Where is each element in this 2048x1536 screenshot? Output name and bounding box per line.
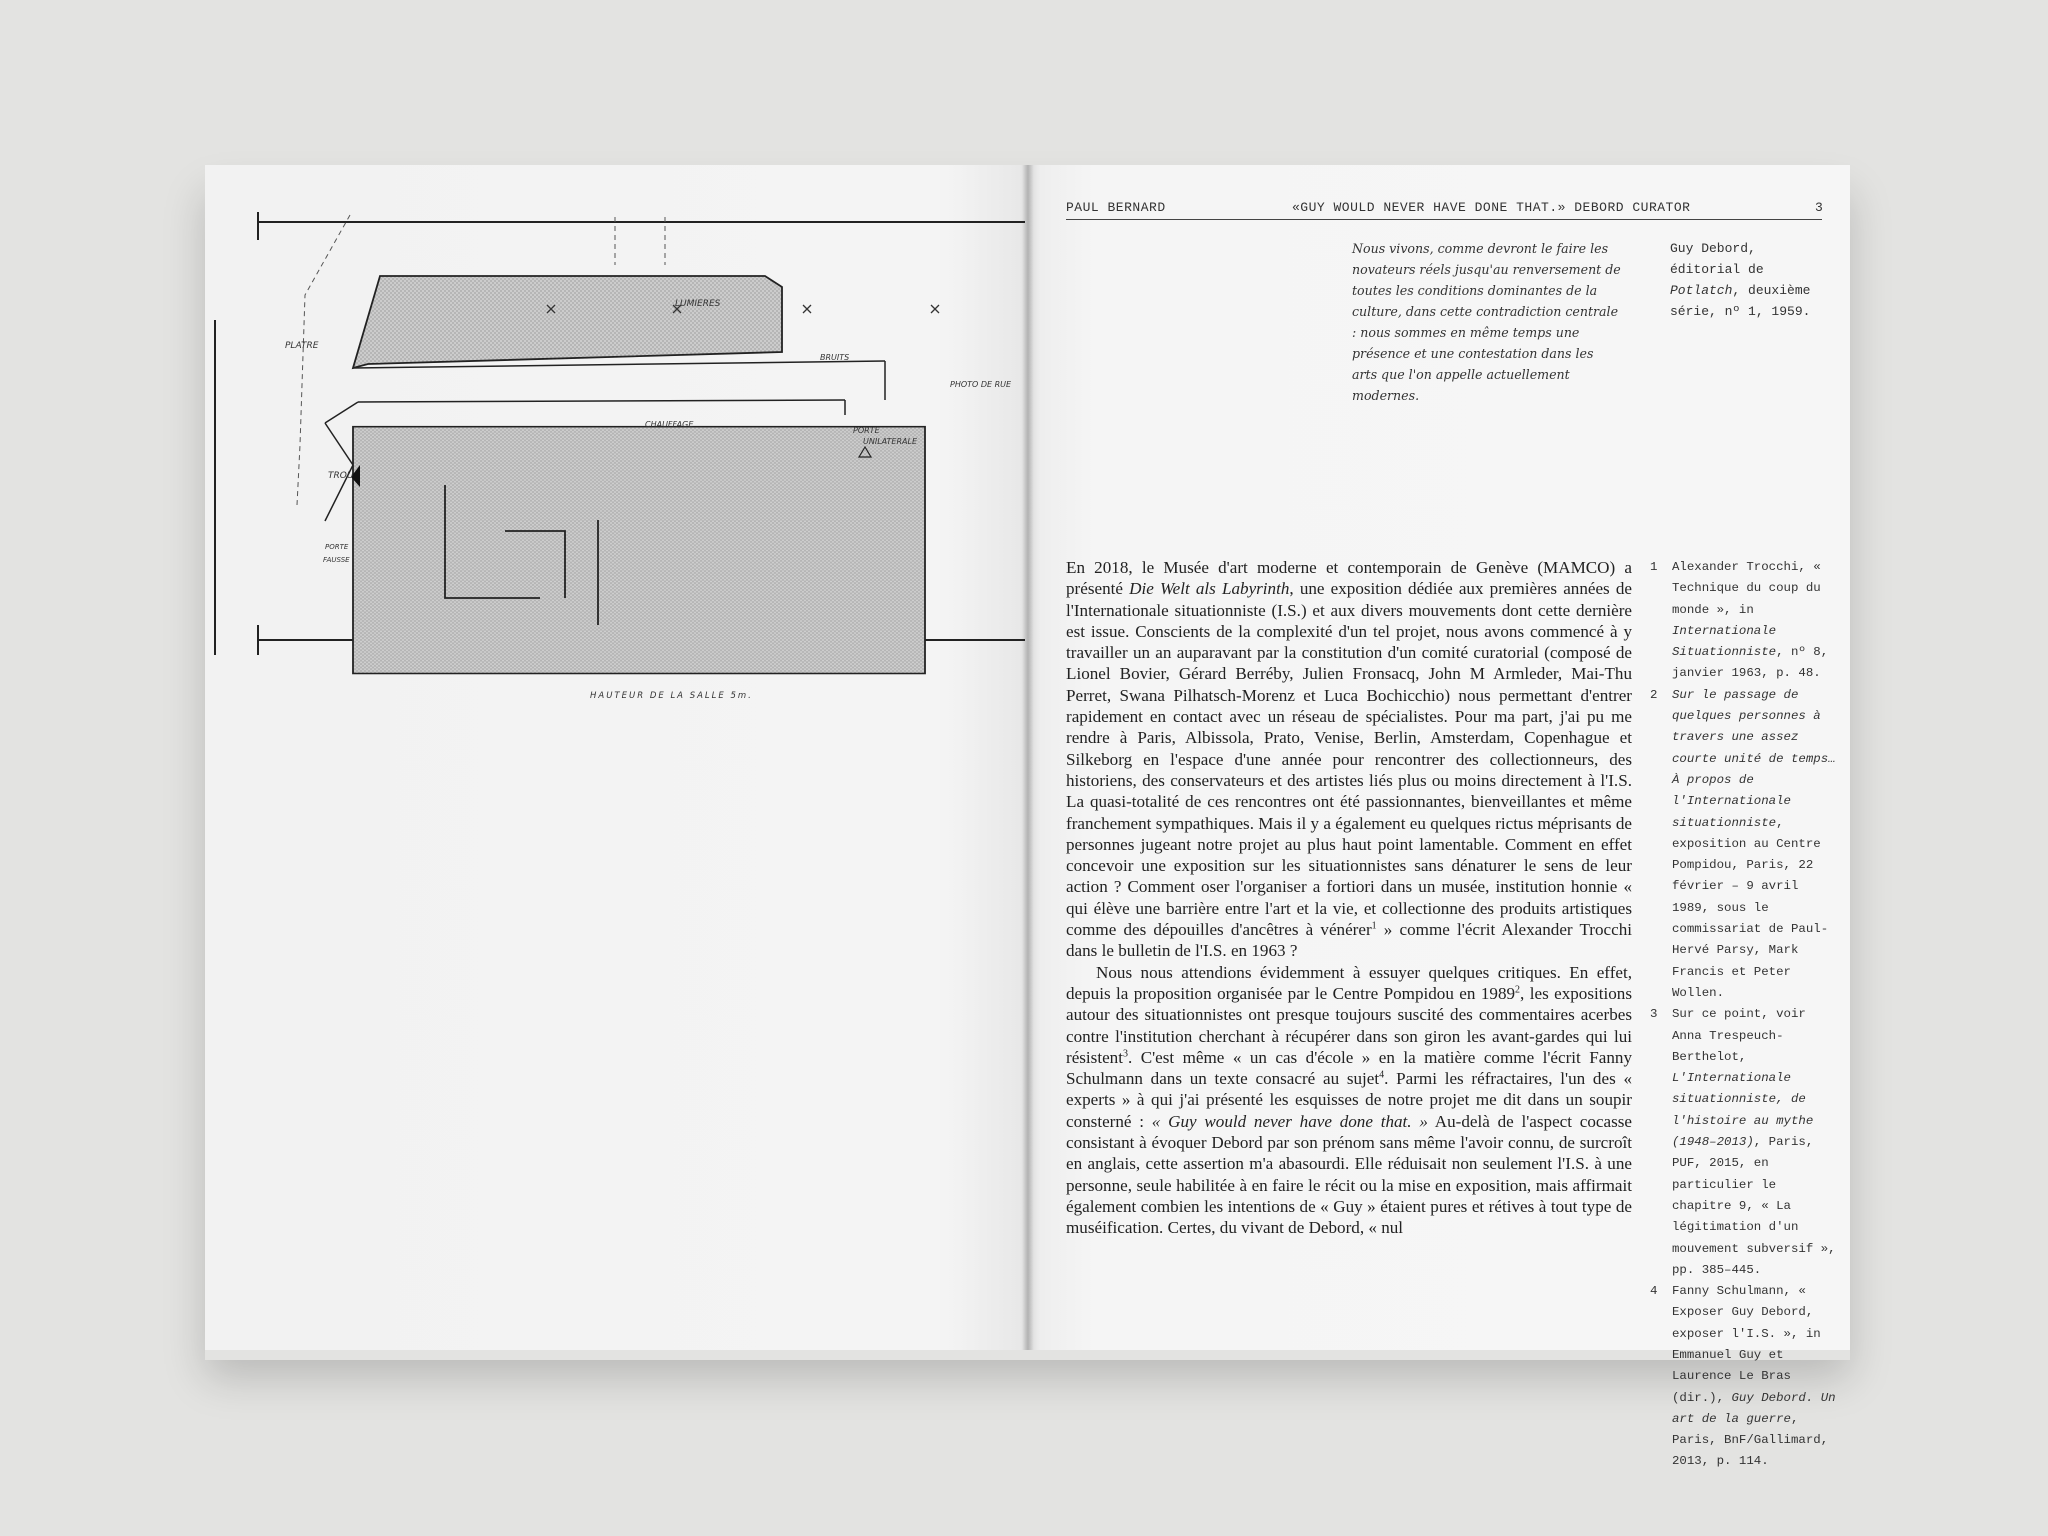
footnote-4: 4 Fanny Schulmann, « Exposer Guy Debord, exposer l'I.S. », in Emmanuel Guy et Laurence Le Bras (dir.), Guy Debord. Un art de la guerre, Paris, BnF/Gallimard, 2013, p. 114.: [1650, 1284, 1836, 1469]
footnote-ref-2[interactable]: 2: [1515, 984, 1521, 996]
running-head-rule: [1066, 219, 1822, 220]
gallery-labyrinth: [353, 427, 925, 674]
footnotes: [1650, 557, 1840, 1473]
label-porte-fausse-2: FAUSSE: [323, 556, 350, 564]
label-photo-de-rue: PHOTO DE RUE: [950, 380, 1012, 389]
gallery-lumieres: [353, 276, 782, 368]
label-trou: TROU: [328, 471, 354, 481]
footnote-ref-4[interactable]: 4: [1379, 1069, 1385, 1081]
label-lumieres: LUMIERES: [675, 299, 721, 309]
running-head-title: «GUY WOULD NEVER HAVE DONE THAT.» DEBORD CURATOR: [1292, 200, 1691, 215]
label-chauffage: CHAUFFAGE: [645, 420, 694, 429]
epigraph: Nous vivons, comme devront le faire les novateurs réels jusqu'au renversement de toutes les conditions dominantes de la culture, dans cette contradiction centrale : nous sommes en même temps une présence et une contestation dans les arts que l'on appelle actuellement modernes.: [1352, 241, 1621, 403]
footnote-1: 1 Alexander Trocchi, « Technique du coup du monde », in Internationale Situationniste, nº 8, janvier 1963, p. 48.: [1650, 560, 1829, 681]
running-head-author: PAUL BERNARD: [1066, 200, 1166, 215]
label-porte-unilaterale-2: UNILATERALE: [863, 437, 918, 446]
footnote-3: 3 Sur ce point, voir Anna Trespeuch-Berthelot, L'Internationale situationniste, de l'histoire au mythe (1948–2013), Paris, PUF, 2015, en particulier le chapitre 9, « La légitimation d'un mouvement subversif », pp. 385–445.: [1650, 1007, 1836, 1277]
label-platre: PLATRE: [285, 341, 319, 351]
page-number: 3: [1815, 200, 1824, 215]
footnote-ref-1[interactable]: 1: [1371, 920, 1377, 932]
label-hauteur-salle: HAUTEUR DE LA SALLE 5m.: [590, 691, 753, 701]
label-porte-unilaterale: PORTE: [853, 426, 880, 435]
footnote-ref-3[interactable]: 3: [1122, 1048, 1128, 1060]
main-text: [1066, 557, 1632, 1239]
footnote-2: 2 Sur le passage de quelques personnes à travers une assez courte unité de temps… À propos de l'Internationale situationniste, exposition au Centre Pompidou, Paris, 22 février – 9 avril 1989, sous le commissariat de Paul-Hervé Parsy, Mark Francis et Peter Wollen.: [1650, 687, 1836, 1000]
paragraph-2: Nous nous attendions évidemment à essuyer quelques critiques. En effet, depuis la proposition organisée par le Centre Pompidou en 1989$^2$, les expositions autour des situationnistes ont presque toujours suscité des commentaires acerbes contre l'institution cherchant à récupérer dans son giron les avant-gardes qui lui résistent$^3$. C'est même « un cas d'école » en la matière comme l'écrit Fanny Schulmann dans un texte consacré au sujet$^4$. Parmi les réfractaires, l'un des « experts » à qui j'ai présenté les esquisses de notre projet me dit dans un soupir consterné : « Guy would never have done that. » Au-delà de l'aspect cocasse consistant à évoquer Debord par son prénom sans même l'avoir connu, de surcroît en anglais, cette assertion m'a abasourdi. Elle réduisait non seulement l'I.S. à une personne, seule habilitée à en faire le récit ou la mise en exposition, mais affirmait également combien les intentions de « Guy » étaient pures et rétives à tout type de muséification. Certes, du vivant de Debord, « nul: [1066, 962, 1632, 1238]
paragraph-1: En 2018, le Musée d'art moderne et contemporain de Genève (MAMCO) a présenté Die Welt als Labyrinth, une exposition dédiée aux premières années de l'Internationale situationniste (I.S.) et aux divers mouvements dont cette dernière est issue. Conscients de la complexité d'un tel projet, nous avons commencé à y travailler un an auparavant par la constitution d'un comité curatorial (composé de Lionel Bovier, Gérard Berréby, Julien Fronsacq, John M Armleder, Mai-Thu Perret, Swana Pilhatsch-Morenz et Luca Bochicchio) nous permettant d'entrer rapidement en contact avec un réseau de spécialistes. Pour ma part, j'ai pu me rendre à Paris, Albissola, Prato, Venise, Berlin, Amsterdam, Copenhague et Silkeborg en l'espace d'une année pour rencontrer des collectionneurs, des historiens, des conservateurs et des artistes liés plus ou moins directement à l'I.S. La quasi-totalité de ces rencontres ont été passionnantes, bienveillantes et même franchement sympathiques. Mais il y a également eu quelques rictus méprisants de personnes jugeant notre projet au plus haut point lamentable. Comment en effet concevoir une exposition sur les situationnistes sans dénaturer le sens de leur action ? Comment oser l'organiser a fortiori dans un musée, institution honnie « qui élève une barrière entre l'art et la vie, et collectionne des produits artistiques comme des dépouilles d'ancêtres à vénérer$^1$ » comme l'écrit Alexander Trocchi dans le bulletin de l'I.S. en 1963 ?: [1066, 558, 1633, 961]
label-porte-fausse: PORTE: [325, 543, 349, 551]
floor-plan-drawing: [205, 165, 1028, 765]
epigraph-source: Guy Debord, éditorial de Potlatch, deuxième série, nº 1, 1959.: [1670, 241, 1811, 319]
label-bruits: BRUITS: [820, 353, 850, 362]
